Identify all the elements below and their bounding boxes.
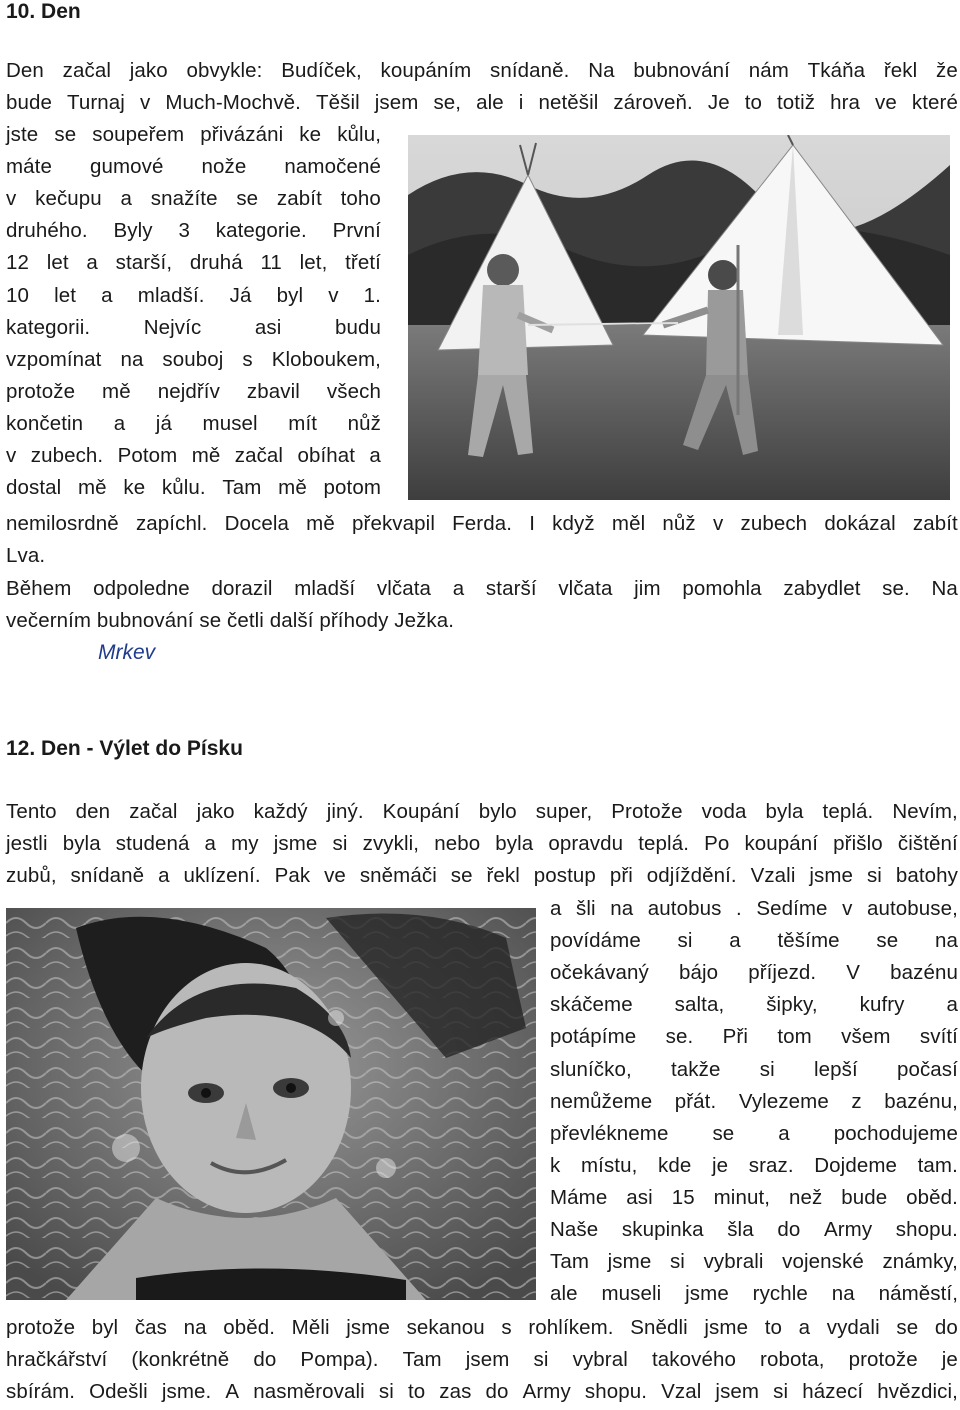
paragraph-line: Naše skupinka šla do Army shopu.	[550, 1218, 958, 1241]
paragraph-line: 10 let a mladší. Já byl v 1.	[6, 283, 381, 307]
paragraph-line: potápíme se. Při tom všem svítí	[550, 1025, 958, 1049]
paragraph-line: dostal mě ke kůlu. Tam mě potom	[6, 476, 381, 500]
paragraph-line: Lva.	[6, 544, 46, 567]
paragraph-line: končetin a já musel mít nůž	[6, 411, 381, 435]
paragraph-line: Tam jsme si vybrali vojenské známky,	[550, 1250, 958, 1274]
paragraph-line: v kečupu a snažíte se zabít toho	[6, 187, 381, 211]
paragraph-line: sluníčko, takže si lepší počasí	[550, 1057, 958, 1081]
paragraph-line: vzpomínat na souboj s Kloboukem,	[6, 347, 381, 371]
paragraph-line: večerním bubnování se četli další příhody Ježka.	[6, 609, 455, 632]
paragraph-line: jste se soupeřem přivázáni ke kůlu,	[6, 123, 381, 146]
paragraph-line: zubů, snídaně a uklízení. Pak ve sněmáči se řekl postup při odjíždění. Vzali jsme si batohy	[6, 864, 958, 888]
paragraph-line: druhého. Byly 3 kategorie. První	[6, 219, 381, 243]
paragraph-line: k místu, kde je sraz. Dojdeme tam.	[550, 1153, 958, 1177]
paragraph-line: nemůžeme přát. Vylezeme z bazénu,	[550, 1089, 958, 1113]
paragraph-line: nemilosrdně zapíchl. Docela mě překvapil Ferda. I když měl nůž v zubech dokázal zabít	[6, 512, 958, 535]
paragraph-line: očekávaný bájo příjezd. V bazénu	[550, 961, 958, 985]
paragraph-line: skáčeme salta, šipky, kufry a	[550, 993, 958, 1017]
section-heading-day12: 12. Den - Výlet do Písku	[6, 737, 243, 760]
paragraph-line: hračkářství (konkrétně do Pompa). Tam jsem si vybral takového robota, protože je	[6, 1348, 958, 1372]
paragraph-line: Máme asi 15 minut, než bude oběd.	[550, 1185, 958, 1209]
paragraph-line: povídáme si a těšíme se na	[550, 929, 958, 953]
teepee-knife-fight-photo	[408, 135, 950, 500]
signature-mrkev: Mrkev	[98, 641, 156, 664]
underwater-boy-photo	[6, 908, 536, 1300]
paragraph-line: Tento den začal jako každý jiný. Koupání bylo super, Protože voda byla teplá. Nevím,	[6, 800, 958, 823]
paragraph-line: a šli na autobus . Sedíme v autobuse,	[550, 897, 958, 920]
paragraph-line: protože byl čas na oběd. Měli jsme sekanou s rohlíkem. Snědli jsme to a vydali se do	[6, 1316, 958, 1339]
paragraph-line: jestli byla studená a my jsme si zvykli, nebo byla opravdu teplá. Po koupání přišlo čištění	[6, 832, 958, 856]
section-heading-day10: 10. Den	[6, 0, 81, 23]
paragraph-line: Během odpoledne dorazil mladší vlčata a starší vlčata jim pomohla zabydlet se. Na	[6, 577, 958, 600]
paragraph-line: bude Turnaj v Much-Mochvě. Těšil jsem se, ale i netěšil zároveň. Je to totiž hra ve které	[6, 91, 958, 114]
paragraph-line: převlékneme se a pochodujeme	[550, 1121, 958, 1145]
paragraph-line: ale museli jsme rychle na náměstí,	[550, 1282, 958, 1306]
paragraph-line: kategorii. Nejvíc asi budu	[6, 315, 381, 339]
paragraph-line: sbírám. Odešli jsme. A nasměrovali si to zas do Army shopu. Vzal jsem si házecí hvězdici,	[6, 1380, 958, 1404]
paragraph-line: v zubech. Potom mě začal obíhat a	[6, 444, 381, 467]
paragraph-line: 12 let a starší, druhá 11 let, třetí	[6, 251, 381, 275]
paragraph-line: Den začal jako obvykle: Budíček, koupáním snídaně. Na bubnování nám Tkáňa řekl že	[6, 59, 958, 82]
paragraph-line: máte gumové nože namočené	[6, 155, 381, 179]
paragraph-line: protože mě nejdřív zbavil všech	[6, 379, 381, 403]
